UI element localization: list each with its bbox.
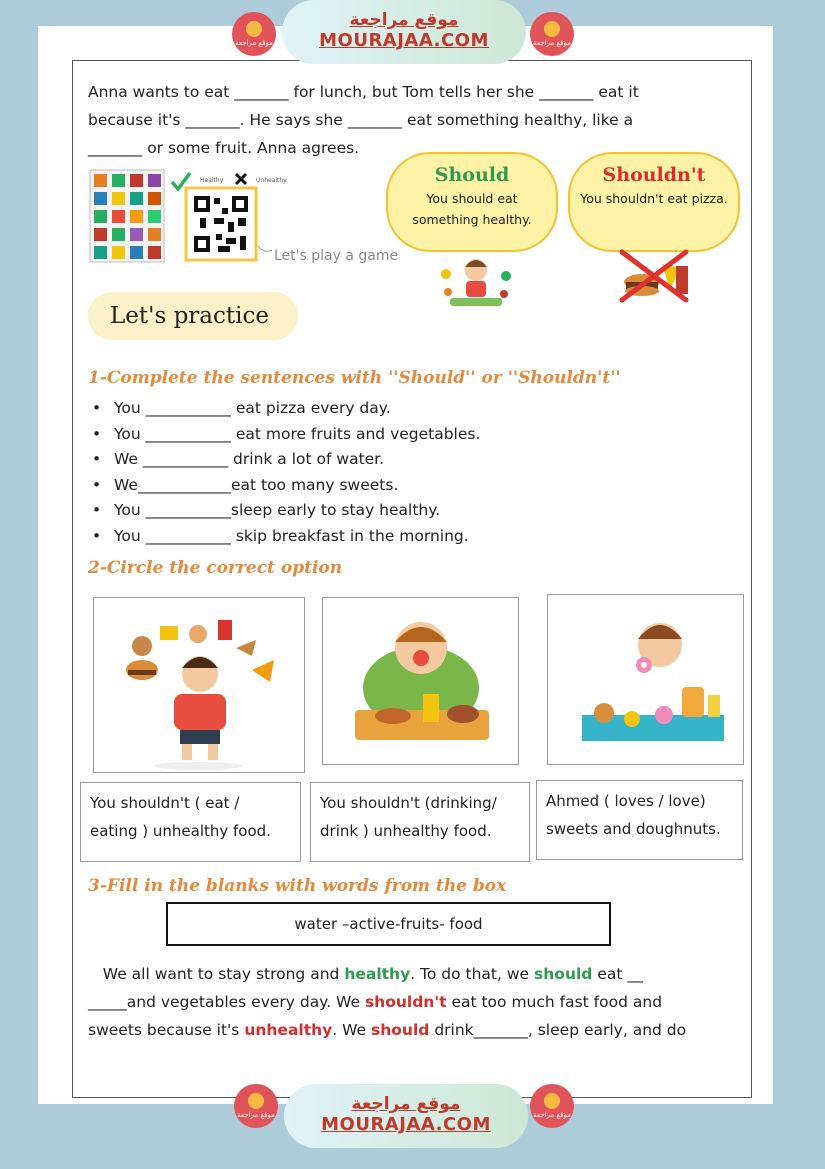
site-logo-left[interactable]: موقع مراجعة	[232, 12, 276, 56]
list-item: • You ___________ eat more fruits and vegetables.	[92, 422, 480, 448]
caption-option-3[interactable]: Ahmed ( loves / love) sweets and doughnuts.	[536, 780, 743, 860]
caption-option-1[interactable]: You shouldn't ( eat / eating ) unhealthy food.	[80, 782, 301, 862]
should-cloud: Should You should eat something healthy.	[386, 152, 558, 252]
lets-practice-heading: Let's practice	[88, 292, 298, 340]
section3-title: 3-Fill in the blanks with words from the box	[88, 876, 507, 896]
boy-eating-junk-food-image	[322, 597, 519, 765]
site-name-latin: MOURAJAA.COM	[321, 1114, 491, 1135]
healthy-eating-girl-image	[436, 254, 516, 310]
caption-option-2[interactable]: You shouldn't (drinking/ drink ) unhealthy food.	[310, 782, 530, 862]
svg-text:Let's play a game: Let's play a game	[274, 248, 399, 264]
story-paragraph: Anna wants to eat _______ for lunch, but Tom tells her she _______ eat it because it's _______. He says she _______ eat something healthy, like a _______ or some fruit. Anna agrees.	[88, 83, 639, 157]
svg-text:Unhealthy: Unhealthy	[256, 177, 287, 184]
boy-eating-sweets-image	[547, 594, 744, 765]
site-banner-top[interactable]	[282, 0, 526, 64]
section1-sentence-list	[92, 396, 480, 549]
list-item: • We____________eat too many sweets.	[92, 473, 480, 499]
svg-text:Healthy: Healthy	[200, 177, 224, 184]
list-item: • You ___________ skip breakfast in the morning.	[92, 524, 480, 550]
site-name-arabic: موقع مراجعة	[351, 1094, 461, 1114]
list-item: • We ___________ drink a lot of water.	[92, 447, 480, 473]
food-card-grid	[90, 170, 164, 262]
site-banner-bottom[interactable]	[284, 1084, 528, 1148]
section2-title: 2-Circle the correct option	[88, 558, 343, 578]
shouldnt-cloud: Shouldn't You shouldn't eat pizza.	[568, 152, 740, 252]
word-box: water –active-fruits- food	[166, 902, 611, 946]
site-logo-right[interactable]: موقع مراجعة	[530, 12, 574, 56]
qr-code-icon	[186, 188, 256, 260]
site-logo-left-footer[interactable]: موقع مراجعة	[234, 1084, 278, 1128]
no-junk-food-image	[614, 244, 696, 306]
game-illustration[interactable]	[88, 166, 399, 296]
section1-title: 1-Complete the sentences with ''Should'' or ''Shouldn't''	[88, 368, 621, 388]
site-logo-right-footer[interactable]: موقع مراجعة	[530, 1084, 574, 1128]
site-name-arabic: موقع مراجعة	[349, 10, 459, 30]
list-item: • You ___________ eat pizza every day.	[92, 396, 480, 422]
site-name-latin: MOURAJAA.COM	[319, 30, 489, 51]
fill-in-paragraph: We all want to stay strong and healthy. To do that, we should eat __ _____and vegetables every day. We shouldn't eat too much fast food and sweets because it's unhealthy. We should drink_______, sleep early, and do	[88, 965, 687, 1039]
cross-icon	[236, 174, 246, 184]
boy-with-fast-food-image	[93, 597, 305, 773]
list-item: • You ___________sleep early to stay healthy.	[92, 498, 480, 524]
